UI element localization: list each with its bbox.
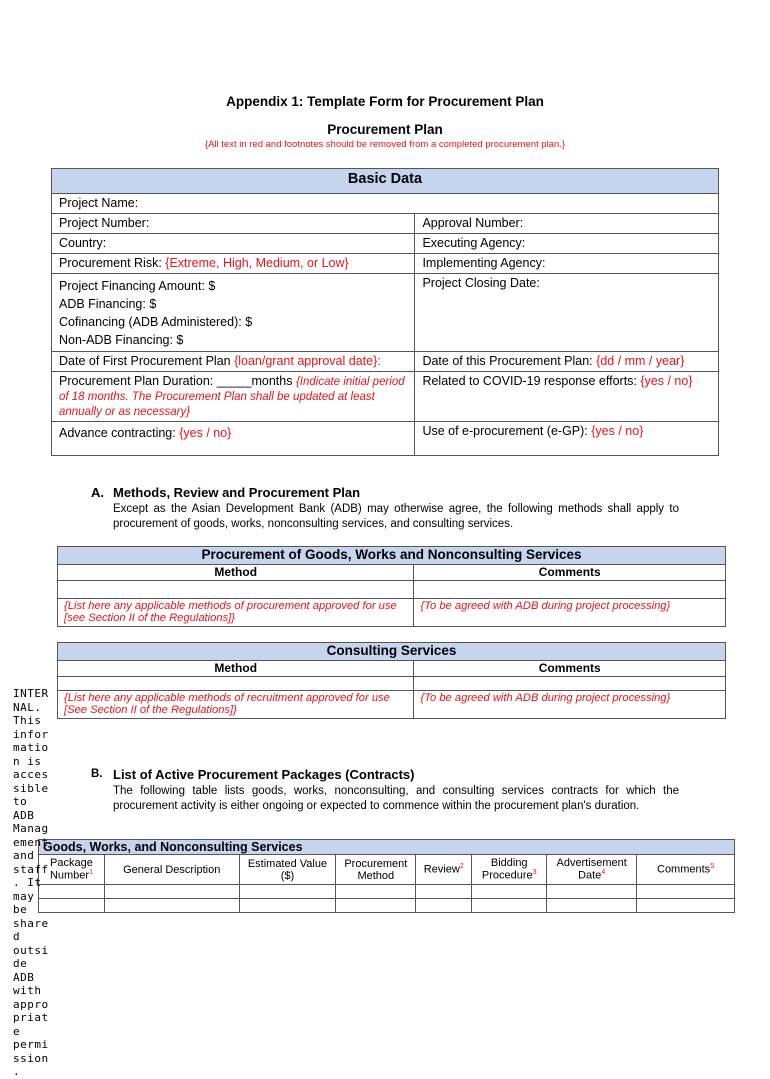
section-a-letter: A. [91, 485, 104, 500]
instruction-note: {All text in red and footnotes should be removed from a completed procurement plan.} [204, 139, 566, 150]
e-procurement-hint: {yes / no} [591, 424, 644, 438]
consulting-comments-header: Comments [414, 661, 726, 677]
col-bidding-procedure: Bidding Procedure$^3$ [472, 855, 547, 885]
table-cell[interactable] [472, 885, 547, 899]
classification-notice: INTERNAL. This information is accessible to ADB Management and staff. It may be shared outside ADB with appropriate permission. [13, 687, 49, 1078]
table-cell[interactable] [547, 899, 637, 913]
covid-related-field[interactable] [415, 372, 719, 422]
consulting-table-title: Consulting Services [58, 643, 726, 661]
col-package-number: Package Number$^1$ [39, 855, 105, 885]
goods-method-hint[interactable]: {List here any applicable methods of procurement approved for use [see Section II of the Regulations]} [58, 599, 414, 627]
first-plan-date-field[interactable] [52, 352, 415, 372]
country-field[interactable]: Country: [52, 234, 415, 254]
table-cell[interactable] [336, 899, 416, 913]
this-plan-date-label: Date of this Procurement Plan: [422, 354, 597, 368]
plan-duration-hint: {Indicate initial period of 18 months. The Procurement Plan shall be updated at least annually or as necessary} [59, 376, 405, 418]
first-plan-date-hint: {loan/grant approval date}: [234, 354, 381, 368]
table-cell[interactable] [416, 885, 472, 899]
goods-comments-hint[interactable]: {To be agreed with ADB during project processing} [414, 599, 726, 627]
first-plan-date-label: Date of First Procurement Plan [59, 354, 235, 368]
col-advertisement-date: Advertisement Date$^4$ [547, 855, 637, 885]
table-cell[interactable] [472, 899, 547, 913]
adb-financing: ADB Financing: $ [59, 297, 157, 311]
section-a-body: Except as the Asian Development Bank (ADB) may otherwise agree, the following methods shall apply to procurement of goods, works, nonconsulting services, and consulting services. [113, 503, 679, 530]
table-cell[interactable] [416, 899, 472, 913]
consulting-empty-method-cell[interactable] [58, 677, 414, 691]
financing-block[interactable] [52, 274, 415, 352]
goods-empty-method-cell[interactable] [58, 581, 414, 599]
approval-number-field[interactable]: Approval Number: [415, 214, 719, 234]
col-review: Review$^2$ [416, 855, 472, 885]
consulting-method-hint[interactable]: {List here any applicable methods of recruitment approved for use [See Section II of the Regulations]} [58, 691, 414, 719]
consulting-comments-hint[interactable]: {To be agreed with ADB during project processing} [414, 691, 726, 719]
covid-related-label: Related to COVID-19 response efforts: [422, 374, 641, 388]
project-name-field[interactable]: Project Name: [52, 194, 719, 214]
this-plan-date-field[interactable] [415, 352, 719, 372]
cofinancing: Cofinancing (ADB Administered): $ [59, 315, 253, 329]
basic-data-table [51, 168, 719, 456]
procurement-risk-field[interactable] [52, 254, 415, 274]
goods-method-header: Method [58, 565, 414, 581]
executing-agency-field[interactable]: Executing Agency: [415, 234, 719, 254]
non-adb-financing: Non-ADB Financing: $ [59, 333, 184, 347]
section-b-body: The following table lists goods, works, nonconsulting, and consulting services contracts for which the procurement activity is either ongoing or expected to commence within the procurement plan's duration. [113, 785, 679, 812]
table-cell[interactable] [239, 885, 336, 899]
table-cell[interactable] [637, 899, 735, 913]
col-comments: Comments$^5$ [637, 855, 735, 885]
implementing-agency-field[interactable]: Implementing Agency: [415, 254, 719, 274]
e-procurement-label: Use of e-procurement (e-GP): [422, 424, 592, 438]
plan-title: Procurement Plan [327, 122, 443, 137]
plan-duration-label: Procurement Plan Duration: _____months [59, 374, 296, 388]
e-procurement-field[interactable] [415, 422, 719, 456]
table-cell[interactable] [637, 885, 735, 899]
advance-contracting-field[interactable] [52, 422, 415, 456]
packages-table-title: Goods, Works, and Nonconsulting Services [39, 840, 735, 855]
basic-data-title: Basic Data [52, 169, 719, 194]
this-plan-date-hint: {dd / mm / year} [596, 354, 685, 368]
covid-related-hint: {yes / no} [640, 374, 693, 388]
procurement-risk-label: Procurement Risk: [59, 256, 166, 270]
goods-comments-header: Comments [414, 565, 726, 581]
col-general-description: General Description [104, 855, 239, 885]
financing-amount: Project Financing Amount: $ [59, 279, 216, 293]
closing-date-field[interactable]: Project Closing Date: [415, 274, 719, 352]
goods-empty-comments-cell[interactable] [414, 581, 726, 599]
table-cell[interactable] [336, 885, 416, 899]
section-b-title: List of Active Procurement Packages (Contracts) [113, 767, 415, 782]
plan-duration-field[interactable] [52, 372, 415, 422]
consulting-method-header: Method [58, 661, 414, 677]
table-cell[interactable] [104, 885, 239, 899]
goods-table-title: Procurement of Goods, Works and Nonconsulting Services [58, 547, 726, 565]
consulting-methods-table [57, 642, 726, 719]
advance-contracting-hint: {yes / no} [179, 426, 232, 440]
table-cell[interactable] [547, 885, 637, 899]
section-b-letter: B. [91, 768, 103, 780]
appendix-title: Appendix 1: Template Form for Procurement Plan [226, 94, 544, 109]
col-estimated-value: Estimated Value ($) [239, 855, 336, 885]
procurement-risk-options: {Extreme, High, Medium, or Low} [165, 256, 349, 270]
table-cell[interactable] [239, 899, 336, 913]
section-a-title: Methods, Review and Procurement Plan [113, 485, 361, 500]
packages-table [38, 839, 735, 913]
goods-methods-table [57, 546, 726, 627]
project-number-field[interactable]: Project Number: [52, 214, 415, 234]
col-procurement-method: Procurement Method [336, 855, 416, 885]
table-cell[interactable] [104, 899, 239, 913]
consulting-empty-comments-cell[interactable] [414, 677, 726, 691]
advance-contracting-label: Advance contracting: [59, 426, 180, 440]
